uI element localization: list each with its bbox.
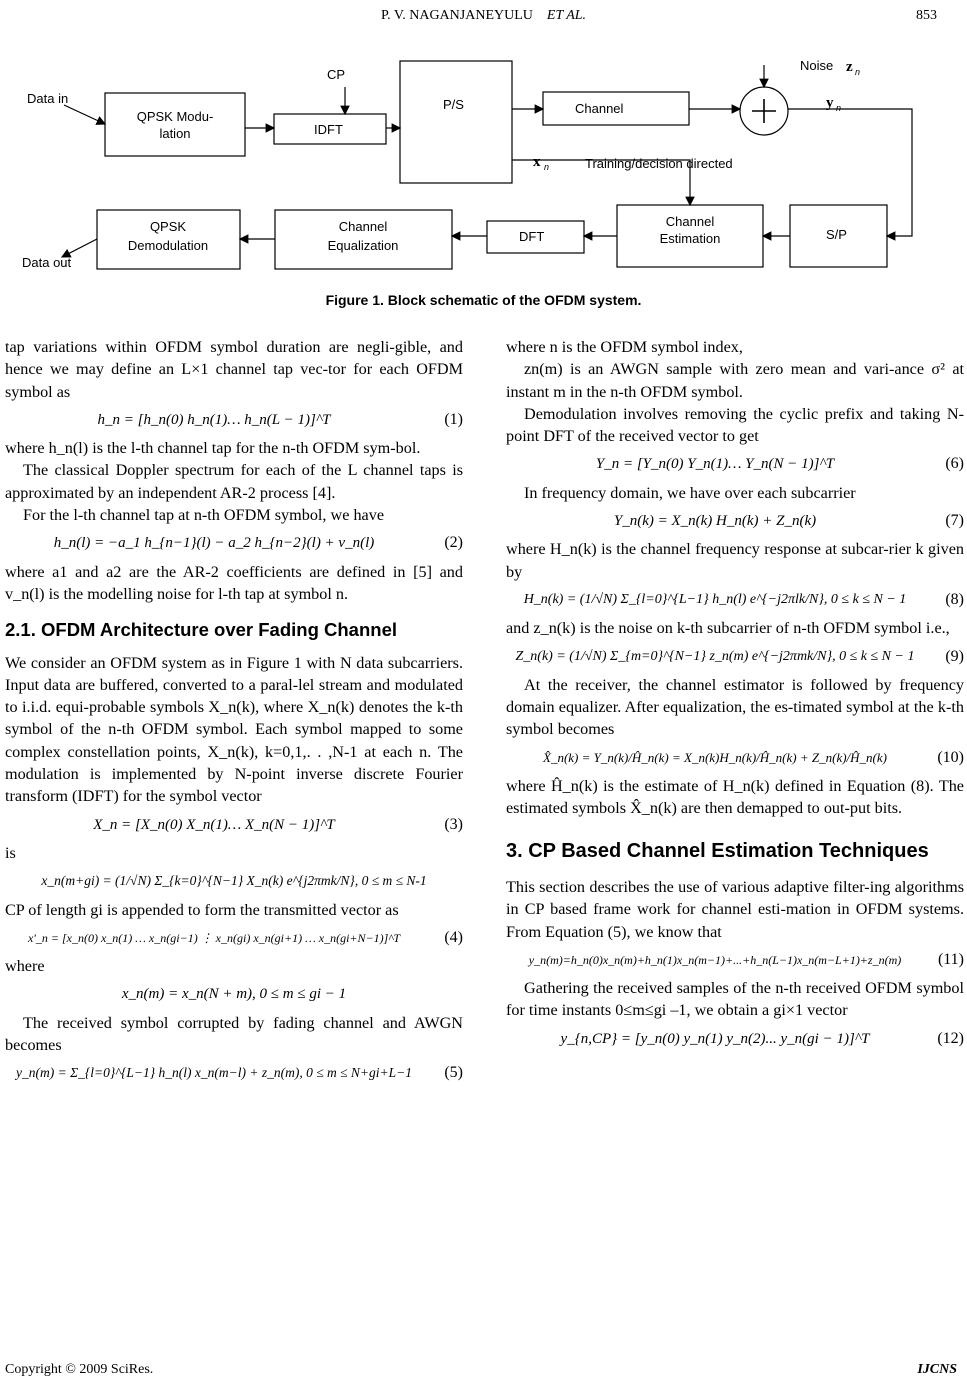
para: where H_n(k) is the channel frequency response at subcar-rier k given by [506, 540, 964, 581]
para: where [5, 957, 45, 976]
equation-idft: x_n(m+gi) = (1/√N) Σ_{k=0}^{N−1} X_n(k) e^{j2πmk/N}, 0 ≤ m ≤ N-1 [41, 873, 427, 889]
section-heading-3: 3. CP Based Channel Estimation Techniques [506, 839, 929, 862]
para: where n is the OFDM symbol index, [506, 338, 743, 356]
ps-block [400, 61, 512, 183]
cheq-label-2: Equalization [327, 238, 399, 253]
x-label: x [533, 154, 541, 170]
training-label: Training/decision directed [585, 156, 733, 171]
x-sub: n [544, 162, 550, 172]
qpsk-mod-block [105, 93, 245, 156]
equation-6: Y_n = [Y_n(0) Y_n(1)… Y_n(N − 1)]^T (6) [595, 455, 964, 473]
equation-8: H_n(k) = (1/√N) Σ_{l=0}^{L−1} h_n(l) e^{−j2πlk/N}, 0 ≤ k ≤ N − 1 (8) [523, 590, 964, 608]
para: where Ĥ_n(k) is the estimate of H_n(k) defined in Equation (8). The estimated symbols X̂_n(k) are then demapped to out-put bits. [506, 777, 964, 818]
para: where h_n(l) is the l-th channel tap for the n-th OFDM sym-bol. [5, 439, 421, 458]
para: At the receiver, the channel estimator is followed by frequency domain equalizer. After equalization, the es-timated symbol at the k-th symbol becomes [506, 675, 964, 739]
equation-1: h_n = [h_n(0) h_n(1)… h_n(L − 1)]^T (1) [97, 410, 463, 428]
equation-7: Y_n(k) = X_n(k) H_n(k) + Z_n(k) (7) [613, 512, 964, 530]
noise-label: Noise [800, 58, 834, 73]
cheq-label-1: Channel [338, 219, 388, 234]
para: CP of length gi is appended to form the transmitted vector as [5, 900, 399, 919]
equation-4: x'_n = [x_n(0) x_n(1) … x_n(gi−1) ⋮ x_n(gi) x_n(gi+1) … x_n(gi+N−1)]^T (4) [27, 928, 463, 946]
journal-name: IJCNS [917, 1362, 957, 1377]
ofdm-block-diagram [0, 40, 967, 285]
section-heading-2-1: 2.1. OFDM Architecture over Fading Channel [5, 619, 397, 641]
qpsk-mod-label-2: lation [159, 126, 191, 141]
chest-label-1: Channel [665, 214, 715, 229]
channel-label: Channel [575, 101, 624, 116]
page-footer [5, 1362, 962, 1378]
para: We consider an OFDM system as in Figure 1 with N data subcarriers. Input data are buffered, converted to a paral-lel stream and modulated to i.i.d. equi-probable symbols X_n(k), where X_n(k) denotes the k-th symbol of the n-th OFDM symbol. Each symbol mapped to some complex constellation points, X_n(k), k=0,1,. . ,N-1 at each n. The modulation is implemented by N-point inverse discrete Fourier transform (IDFT) for the symbol vector [5, 653, 463, 806]
para: This section describes the use of various adaptive filter-ing algorithms in CP based frame work for channel esti-mation in OFDM systems. From Equation (5), we know that [506, 877, 964, 941]
y-sub: n [836, 103, 842, 113]
right-column [506, 336, 964, 1056]
para: In frequency domain, we have over each subcarrier [524, 483, 856, 502]
equation-12: y_{n,CP} = [y_n(0) y_n(1) y_n(2)... y_n(gi − 1)]^T (12) [560, 1029, 964, 1047]
equation-9: Z_n(k) = (1/√N) Σ_{m=0}^{N−1} z_n(m) e^{−j2πmk/N}, 0 ≤ k ≤ N − 1 (9) [515, 647, 964, 665]
para: Demodulation involves removing the cyclic prefix and taking N-point DFT of the received vector to get [506, 404, 964, 446]
para: where a1 and a2 are the AR-2 coefficients are defined in [5] and v_n(l) is the modelling noise for l-th tap at symbol n. [5, 562, 463, 603]
equation-11: y_n(m)=h_n(0)x_n(m)+h_n(1)x_n(m−1)+...+h_n(L−1)x_n(m−L+1)+z_n(m) (11) [528, 950, 964, 968]
para: is [5, 843, 16, 862]
y-label: y [826, 95, 834, 111]
cp-label: CP [327, 67, 346, 82]
sp-label: S/P [826, 227, 847, 242]
qpsk-mod-label-1: QPSK Modu- [136, 109, 214, 124]
para: The received symbol corrupted by fading channel and AWGN becomes [5, 1013, 463, 1055]
equation-5: y_n(m) = Σ_{l=0}^{L−1} h_n(l) x_n(m−l) + z_n(m), 0 ≤ m ≤ N+gi+L−1 (5) [16, 1064, 463, 1082]
header-etal: ET AL. [546, 8, 587, 23]
equation-10: X̂_n(k) = Y_n(k)/Ĥ_n(k) = X_n(k)H_n(k)/Ĥ_n(k) + Z_n(k)/Ĥ_n(k) (10) [543, 748, 964, 766]
idft-label: IDFT [314, 122, 343, 137]
para: Gathering the received samples of the n-th received OFDM symbol for time instants 0≤m≤gi –1, we obtain a gi×1 vector [506, 979, 964, 1020]
equation-cp: x_n(m) = x_n(N + m), 0 ≤ m ≤ gi − 1 [121, 986, 347, 1003]
left-column [5, 336, 463, 1091]
equation-3: X_n = [X_n(0) X_n(1)… X_n(N − 1)]^T (3) [93, 815, 463, 833]
dft-label: DFT [519, 229, 545, 244]
para: tap variations within OFDM symbol duration are negli-gible, and hence we may define an L×1 channel tap vec-tor for each OFDM symbol as [5, 338, 463, 401]
equation-2: h_n(l) = −a_1 h_{n−1}(l) − a_2 h_{n−2}(l) + v_n(l) (2) [53, 534, 463, 552]
page-number: 853 [916, 8, 937, 23]
para: and z_n(k) is the noise on k-th subcarrier of n-th OFDM symbol i.e., [506, 619, 950, 638]
z-label: z [846, 59, 853, 75]
header-authors: P. V. NAGANJANEYULU [380, 8, 533, 23]
qpsk-demod-label-1: QPSK [149, 219, 187, 234]
para: For the l-th channel tap at n-th OFDM symbol, we have [23, 506, 385, 525]
para: The classical Doppler spectrum for each of the L channel taps is approximated by an independent AR-2 process [4]. [5, 461, 463, 502]
data-in-label: Data in [27, 91, 69, 106]
qpsk-demod-label-2: Demodulation [127, 238, 209, 253]
chest-label-2: Estimation [659, 231, 721, 246]
copyright: Copyright © 2009 SciRes. [5, 1362, 154, 1377]
figure-caption: Figure 1. Block schematic of the OFDM system. [325, 292, 642, 308]
data-out-label: Data out [22, 255, 72, 270]
z-sub: n [855, 67, 861, 77]
para: zn(m) is an AWGN sample with zero mean and vari-ance σ² at instant m in the n-th OFDM symbol. [506, 360, 964, 401]
ps-label: P/S [443, 97, 464, 112]
